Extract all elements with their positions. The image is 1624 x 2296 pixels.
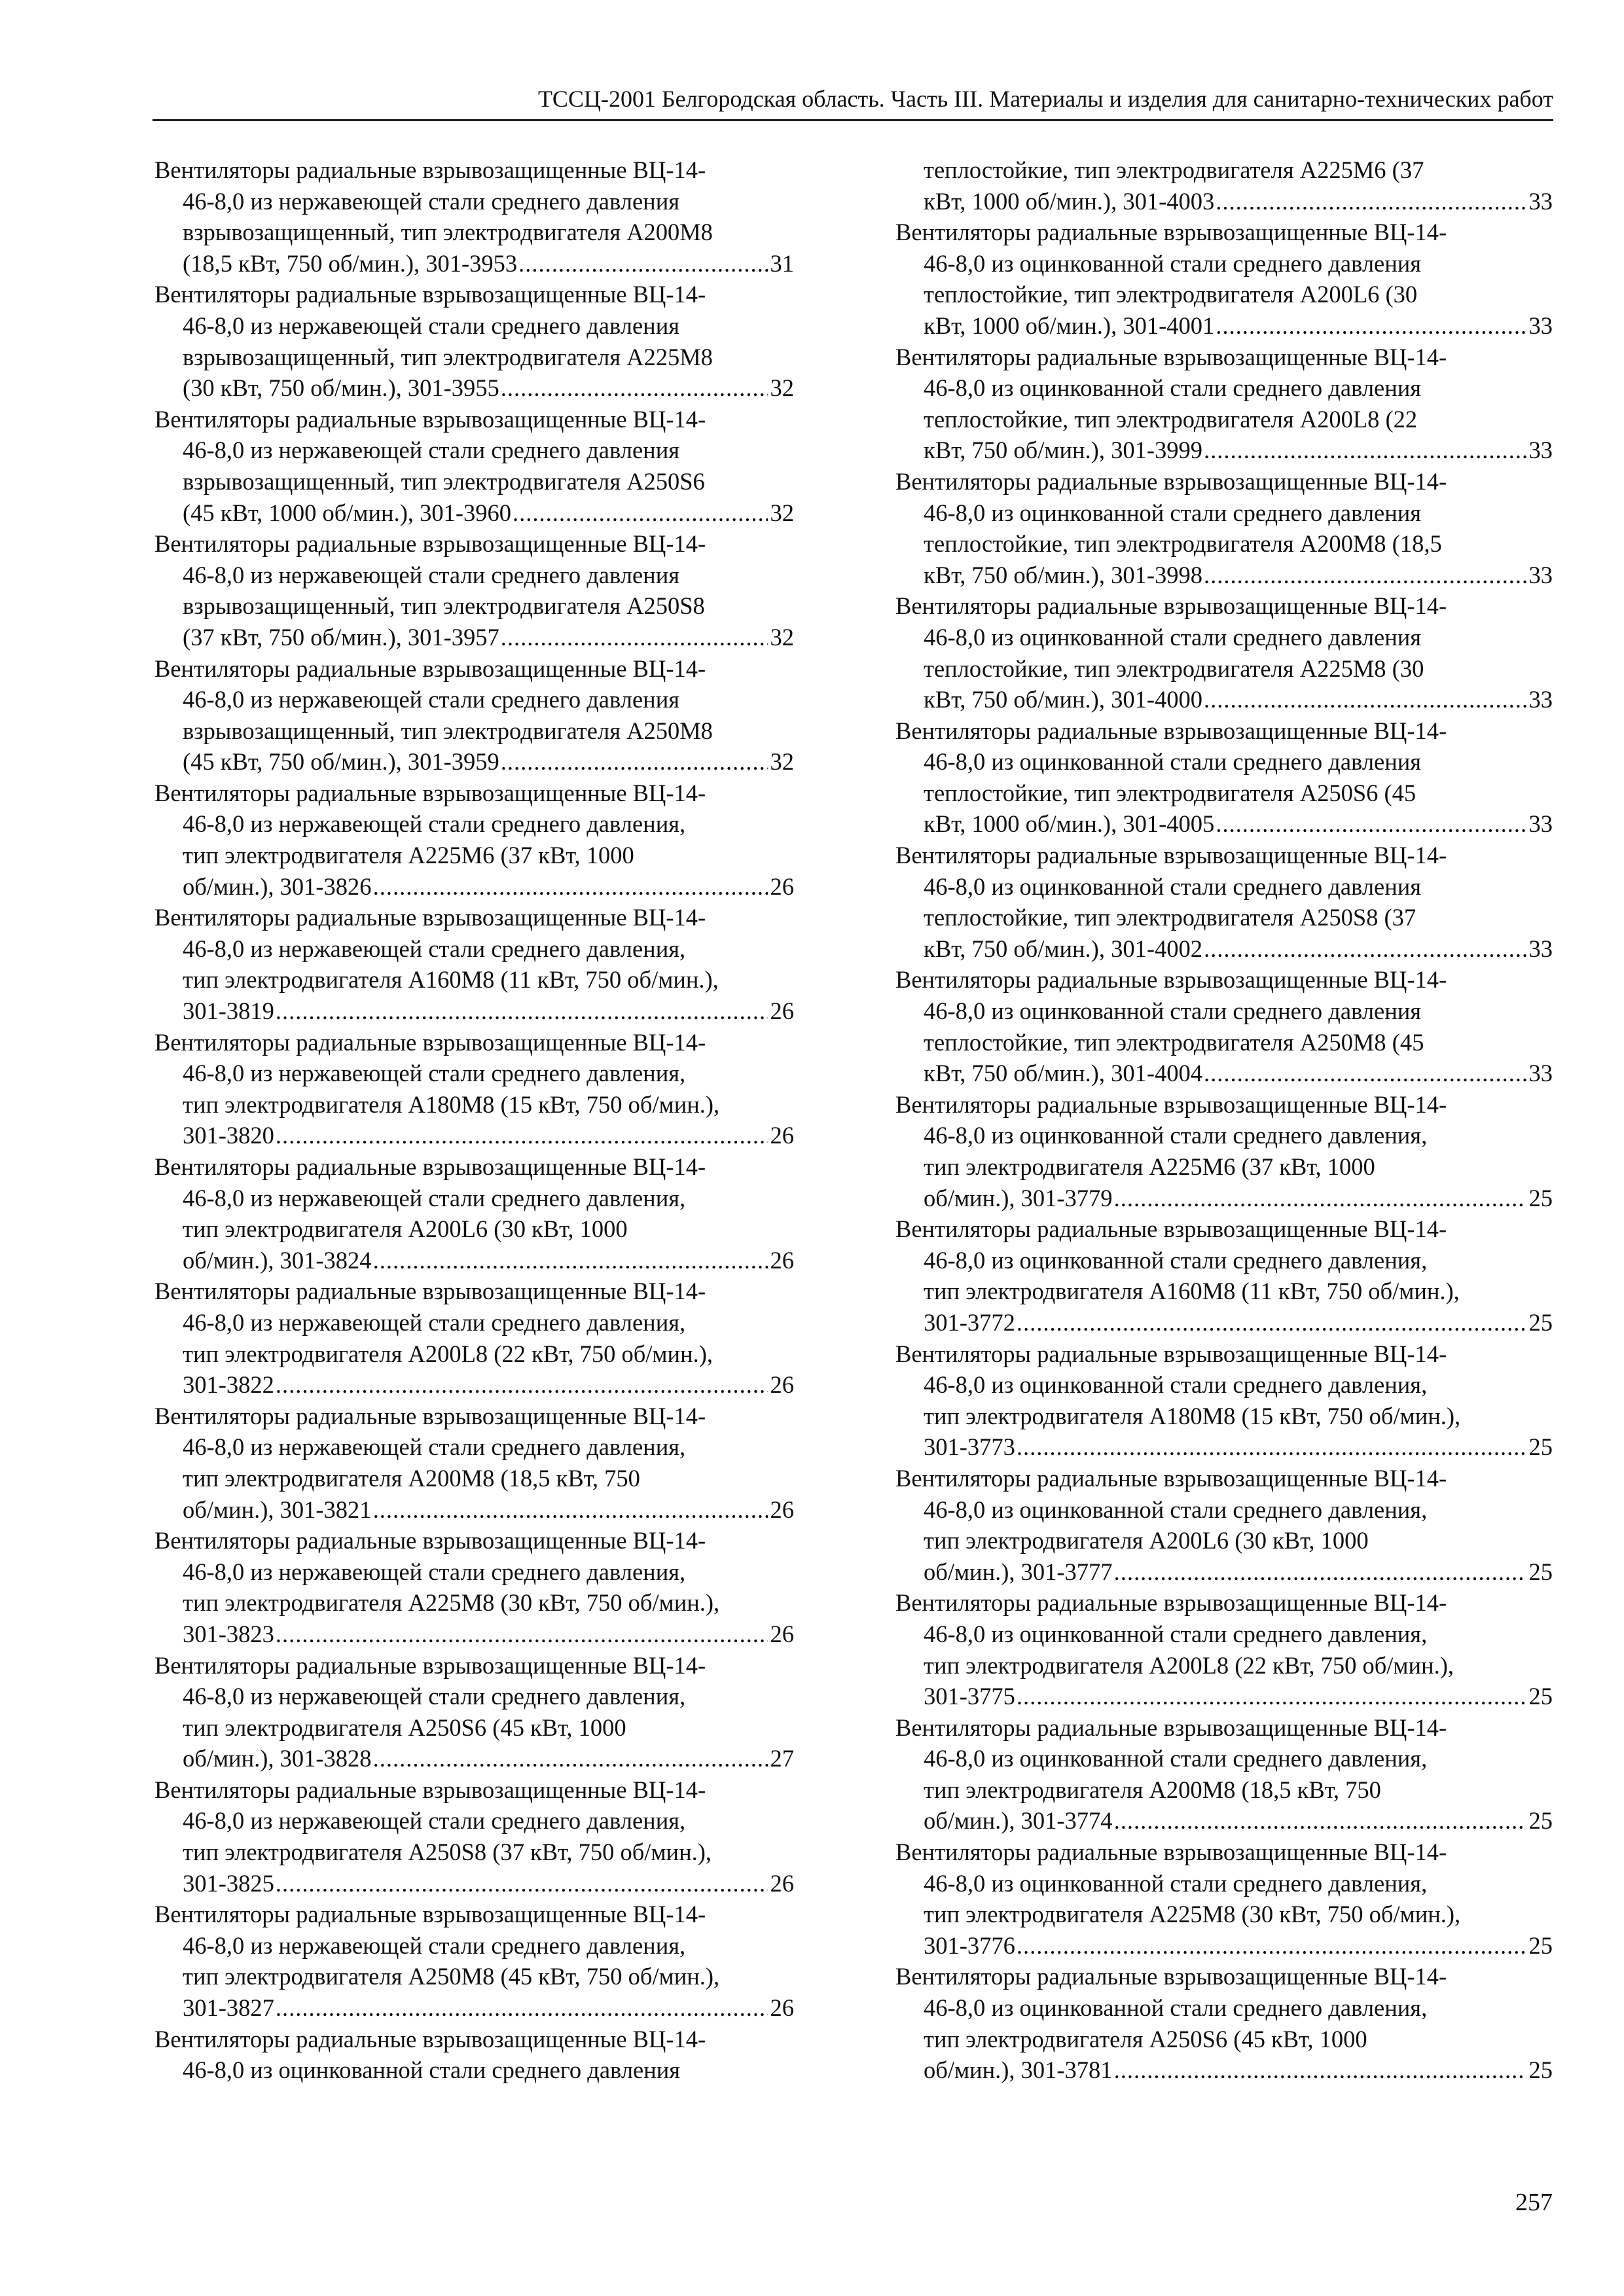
index-entry-page: 33 bbox=[1528, 312, 1553, 339]
index-entry-last-line bbox=[154, 1868, 794, 1899]
dot-leader bbox=[1114, 1556, 1526, 1588]
index-entry-text: кВт, 1000 об/мин.), 301-4001 bbox=[924, 312, 1215, 339]
dot-leader bbox=[373, 1245, 768, 1276]
dot-leader bbox=[1216, 310, 1526, 342]
index-entry-text: 46-8,0 из оцинкованной стали среднего давления, bbox=[924, 1869, 1428, 1897]
dot-leader bbox=[513, 497, 768, 529]
index-entry-page: 33 bbox=[1528, 686, 1553, 713]
index-entry bbox=[154, 778, 794, 902]
index-entry-text: 301-3827 bbox=[183, 1994, 274, 2022]
index-entry-last-line bbox=[895, 1431, 1553, 1463]
index-entry-text: Вентиляторы радиальные взрывозащищенные ВЦ-14- bbox=[895, 1090, 1447, 1118]
dot-leader bbox=[1204, 684, 1526, 715]
index-entry bbox=[895, 217, 1553, 341]
index-entry bbox=[154, 154, 794, 279]
dot-leader bbox=[1204, 1058, 1526, 1089]
dot-leader bbox=[276, 1868, 768, 1899]
index-entry-text: 46-8,0 из оцинкованной стали среднего давления bbox=[924, 623, 1422, 651]
index-entry-text: 46-8,0 из нержавеющей стали среднего давления, bbox=[183, 1683, 686, 1710]
index-entry-text: 46-8,0 из оцинкованной стали среднего давления bbox=[924, 249, 1422, 277]
index-entry-page: 26 bbox=[770, 1496, 794, 1523]
dot-leader bbox=[373, 871, 768, 903]
index-entry-page: 26 bbox=[770, 1869, 794, 1897]
dot-leader bbox=[276, 1120, 768, 1151]
index-entry-text: тип электродвигателя А250М8 (45 кВт, 750 об/мин.), bbox=[183, 1963, 720, 1990]
index-entry-last-line bbox=[895, 435, 1553, 466]
index-entry-text: 301-3772 bbox=[924, 1308, 1015, 1336]
index-entry-text: Вентиляторы радиальные взрывозащищенные ВЦ-14- bbox=[895, 717, 1447, 744]
index-entry-text: кВт, 750 об/мин.), 301-3999 bbox=[924, 437, 1202, 464]
index-entry-text: об/мин.), 301-3828 bbox=[183, 1745, 372, 1772]
index-entry bbox=[895, 590, 1553, 715]
index-entry-page: 26 bbox=[770, 1994, 794, 2022]
index-entry-text: тип электродвигателя А180М8 (15 кВт, 750 об/мин.), bbox=[183, 1090, 720, 1118]
index-entry-text: 46-8,0 из оцинкованной стали среднего давления, bbox=[924, 1620, 1428, 1647]
index-entry-text: Вентиляторы радиальные взрывозащищенные ВЦ-14- bbox=[895, 1340, 1447, 1367]
index-entry-text: 46-8,0 из оцинкованной стали среднего давления, bbox=[924, 1745, 1428, 1772]
index-entry bbox=[154, 404, 794, 528]
index-entry-text: Вентиляторы радиальные взрывозащищенные ВЦ-14- bbox=[154, 1901, 706, 1928]
index-entry-text: теплостойкие, тип электродвигателя А200L6 (30 bbox=[924, 281, 1418, 308]
index-entry-page: 26 bbox=[770, 1371, 794, 1399]
index-entry-last-line bbox=[154, 622, 794, 653]
index-entry-text: об/мин.), 301-3779 bbox=[924, 1184, 1113, 1211]
dot-leader bbox=[1017, 1431, 1526, 1463]
index-entry-text: 46-8,0 из нержавеющей стали среднего давления bbox=[183, 686, 680, 713]
index-entry-text: тип электродвигателя А225М8 (30 кВт, 750 об/мин.), bbox=[183, 1589, 720, 1617]
index-entry bbox=[154, 1650, 794, 1774]
index-entry-text: Вентиляторы радиальные взрывозащищенные ВЦ-14- bbox=[154, 1028, 706, 1056]
index-entry-text: Вентиляторы радиальные взрывозащищенные ВЦ-14- bbox=[895, 592, 1447, 620]
index-entry-last-line bbox=[895, 684, 1553, 715]
index-entry-text: тип электродвигателя А225М8 (30 кВт, 750 об/мин.), bbox=[924, 1901, 1461, 1928]
index-entry bbox=[895, 964, 1553, 1088]
index-entry-last-line bbox=[895, 808, 1553, 840]
index-entry-text: тип электродвигателя А250S6 (45 кВт, 1000 bbox=[924, 2025, 1367, 2053]
index-entry-text: 46-8,0 из нержавеющей стали среднего давления, bbox=[183, 1060, 686, 1087]
index-entry-text: 46-8,0 из оцинкованной стали среднего давления, bbox=[924, 1371, 1428, 1399]
index-entry-text: 46-8,0 из оцинкованной стали среднего давления, bbox=[924, 1994, 1428, 2022]
index-entry-text: кВт, 750 об/мин.), 301-4000 bbox=[924, 686, 1202, 713]
index-entry-text: Вентиляторы радиальные взрывозащищенные ВЦ-14- bbox=[895, 467, 1447, 495]
index-entry-page: 25 bbox=[1528, 2056, 1553, 2084]
index-entry bbox=[154, 528, 794, 653]
index-entry-text: Вентиляторы радиальные взрывозащищенные ВЦ-14- bbox=[895, 1589, 1447, 1617]
index-entry-text: Вентиляторы радиальные взрывозащищенные ВЦ-14- bbox=[154, 405, 706, 433]
index-entry-text: взрывозащищенный, тип электродвигателя А250S6 bbox=[183, 467, 705, 495]
index-entry bbox=[895, 342, 1553, 466]
index-entry bbox=[895, 1463, 1553, 1587]
index-entry-page: 25 bbox=[1528, 1807, 1553, 1835]
index-entry-text: об/мин.), 301-3821 bbox=[183, 1496, 372, 1523]
index-entry-text: Вентиляторы радиальные взрывозащищенные ВЦ-14- bbox=[895, 1963, 1447, 1990]
index-entry-text: тип электродвигателя А180М8 (15 кВт, 750 об/мин.), bbox=[924, 1402, 1461, 1429]
index-entry-text: 301-3775 bbox=[924, 1683, 1015, 1710]
index-entry-text: 46-8,0 из нержавеющей стали среднего давления bbox=[183, 312, 680, 339]
index-entry-text: (45 кВт, 750 об/мин.), 301-3959 bbox=[183, 748, 499, 776]
dot-leader bbox=[501, 372, 768, 404]
index-entry-text: 46-8,0 из нержавеющей стали среднего давления, bbox=[183, 1184, 686, 1211]
index-entry-last-line bbox=[895, 1058, 1553, 1089]
dot-leader bbox=[276, 1992, 768, 2024]
index-entry-text: 46-8,0 из нержавеющей стали среднего давления, bbox=[183, 1308, 686, 1336]
index-entry bbox=[895, 1338, 1553, 1463]
index-entry-text: 301-3776 bbox=[924, 1931, 1015, 1959]
index-entry-text: Вентиляторы радиальные взрывозащищенные ВЦ-14- bbox=[895, 1464, 1447, 1492]
index-entry bbox=[895, 715, 1553, 840]
index-entry-text: кВт, 750 об/мин.), 301-4002 bbox=[924, 935, 1202, 962]
dot-leader bbox=[1114, 1805, 1526, 1837]
dot-leader bbox=[501, 622, 768, 653]
index-entry-last-line bbox=[154, 1120, 794, 1151]
index-entry-last-line bbox=[895, 1556, 1553, 1588]
index-entry-text: об/мин.), 301-3774 bbox=[924, 1807, 1113, 1835]
index-entry-page: 32 bbox=[770, 748, 794, 776]
index-entry-last-line bbox=[895, 186, 1553, 217]
index-entry-text: Вентиляторы радиальные взрывозащищенные ВЦ-14- bbox=[154, 156, 706, 183]
page-number: 257 bbox=[1515, 2189, 1553, 2216]
index-entry-last-line bbox=[895, 933, 1553, 965]
index-entry-text: 46-8,0 из оцинкованной стали среднего давления bbox=[924, 872, 1422, 900]
index-entry-text: об/мин.), 301-3826 bbox=[183, 872, 372, 900]
index-entry-page: 33 bbox=[1528, 810, 1553, 838]
index-entry bbox=[895, 1089, 1553, 1213]
index-entry-text: Вентиляторы радиальные взрывозащищенные ВЦ-14- bbox=[154, 530, 706, 558]
header-title: ТССЦ-2001 Белгородская область. Часть III. Материалы и изделия для санитарно-технических работ bbox=[537, 86, 1553, 112]
dot-leader bbox=[501, 746, 768, 778]
index-entry-text: теплостойкие, тип электродвигателя А200L8 (22 bbox=[924, 405, 1418, 433]
index-entry bbox=[154, 653, 794, 778]
index-entry-last-line bbox=[154, 871, 794, 903]
index-entry-text: кВт, 1000 об/мин.), 301-4003 bbox=[924, 187, 1215, 215]
index-entry-text: взрывозащищенный, тип электродвигателя А250S8 bbox=[183, 592, 705, 620]
index-entry-text: тип электродвигателя А225М6 (37 кВт, 1000 bbox=[924, 1153, 1375, 1180]
index-entry bbox=[154, 1027, 794, 1151]
index-entry-page: 32 bbox=[770, 623, 794, 651]
index-entry-page: 26 bbox=[770, 872, 794, 900]
index-entry-text: Вентиляторы радиальные взрывозащищенные ВЦ-14- bbox=[895, 343, 1447, 370]
index-entry bbox=[154, 1151, 794, 1276]
dot-leader bbox=[373, 1743, 768, 1774]
index-entry-text: 46-8,0 из оцинкованной стали среднего давления bbox=[924, 997, 1422, 1025]
index-entry-text: (45 кВт, 1000 об/мин.), 301-3960 bbox=[183, 499, 511, 526]
index-entry bbox=[154, 1401, 794, 1525]
index-entry bbox=[895, 1837, 1553, 1961]
index-entry-page: 25 bbox=[1528, 1433, 1553, 1461]
index-entry-page: 32 bbox=[770, 499, 794, 526]
index-entry-text: 46-8,0 из оцинкованной стали среднего давления, bbox=[924, 1246, 1428, 1274]
index-entry-text: 301-3825 bbox=[183, 1869, 274, 1897]
index-entry-text: Вентиляторы радиальные взрывозащищенные ВЦ-14- bbox=[154, 655, 706, 682]
index-entry-text: теплостойкие, тип электродвигателя А200М8 (18,5 bbox=[924, 530, 1442, 558]
running-header bbox=[153, 79, 1553, 121]
index-entry-text: Вентиляторы радиальные взрывозащищенные ВЦ-14- bbox=[154, 1278, 706, 1305]
index-entry-last-line bbox=[895, 2054, 1553, 2086]
index-entry-last-line bbox=[895, 1183, 1553, 1214]
dot-leader bbox=[1017, 1681, 1526, 1712]
index-entry-page: 25 bbox=[1528, 1558, 1553, 1585]
index-entry bbox=[895, 1712, 1553, 1837]
index-entry-text: Вентиляторы радиальные взрывозащищенные ВЦ-14- bbox=[895, 219, 1447, 246]
index-entry-text: тип электродвигателя А200L6 (30 кВт, 1000 bbox=[183, 1215, 628, 1243]
index-entry-text: Вентиляторы радиальные взрывозащищенные ВЦ-14- bbox=[895, 1215, 1447, 1243]
index-entry-text: 46-8,0 из нержавеющей стали среднего давления, bbox=[183, 1931, 686, 1959]
index-entry-text: тип электродвигателя А250S8 (37 кВт, 750 об/мин.), bbox=[183, 1839, 712, 1866]
index-entry bbox=[154, 2024, 794, 2086]
index-entry bbox=[895, 1213, 1553, 1338]
index-entry-text: теплостойкие, тип электродвигателя А250S8 (37 bbox=[924, 904, 1416, 931]
dot-leader bbox=[1017, 1930, 1526, 1962]
index-entry-last-line bbox=[895, 310, 1553, 342]
index-entry-page: 25 bbox=[1528, 1184, 1553, 1211]
index-entry bbox=[154, 1899, 794, 2023]
index-entry-text: Вентиляторы радиальные взрывозащищенные ВЦ-14- bbox=[895, 842, 1447, 869]
index-entry-text: тип электродвигателя А200М8 (18,5 кВт, 750 bbox=[924, 1776, 1381, 1803]
index-entry-text: теплостойкие, тип электродвигателя А250S6 (45 bbox=[924, 779, 1416, 806]
index-entry-text: тип электродвигателя А250S6 (45 кВт, 1000 bbox=[183, 1713, 626, 1741]
index-entry-text: Вентиляторы радиальные взрывозащищенные ВЦ-14- bbox=[154, 779, 706, 806]
index-entry-text: кВт, 750 об/мин.), 301-3998 bbox=[924, 561, 1202, 588]
index-entry-text: тип электродвигателя А160М8 (11 кВт, 750 об/мин.), bbox=[183, 966, 719, 994]
index-entry-text: об/мин.), 301-3824 bbox=[183, 1246, 372, 1274]
index-entry-text: 46-8,0 из оцинкованной стали среднего давления bbox=[924, 374, 1422, 402]
index-entry-page: 26 bbox=[770, 1246, 794, 1274]
index-entry bbox=[895, 154, 1553, 217]
index-entry-text: об/мин.), 301-3777 bbox=[924, 1558, 1113, 1585]
index-entry-text: Вентиляторы радиальные взрывозащищенные ВЦ-14- bbox=[154, 904, 706, 931]
index-entry-text: 301-3773 bbox=[924, 1433, 1015, 1461]
index-entry-last-line bbox=[154, 996, 794, 1027]
index-entry-text: (30 кВт, 750 об/мин.), 301-3955 bbox=[183, 374, 499, 402]
index-entry-text: 46-8,0 из нержавеющей стали среднего давления bbox=[183, 187, 680, 215]
index-entry-text: 301-3823 bbox=[183, 1620, 274, 1647]
index-entry-text: тип электродвигателя А200L8 (22 кВт, 750 об/мин.), bbox=[183, 1340, 713, 1367]
dot-leader bbox=[1216, 186, 1526, 217]
index-entry-text: Вентиляторы радиальные взрывозащищенные ВЦ-14- bbox=[895, 1839, 1447, 1866]
index-entry-text: Вентиляторы радиальные взрывозащищенные ВЦ-14- bbox=[154, 2025, 706, 2053]
index-entry-text: Вентиляторы радиальные взрывозащищенные ВЦ-14- bbox=[154, 281, 706, 308]
index-entry-text: об/мин.), 301-3781 bbox=[924, 2056, 1113, 2084]
index-entry bbox=[895, 1961, 1553, 2085]
index-entry-page: 31 bbox=[770, 249, 794, 277]
index-entry-text: Вентиляторы радиальные взрывозащищенные ВЦ-14- bbox=[895, 1713, 1447, 1741]
index-entry-text: Вентиляторы радиальные взрывозащищенные ВЦ-14- bbox=[895, 966, 1447, 994]
index-entry-text: 46-8,0 из нержавеющей стали среднего давления, bbox=[183, 1807, 686, 1835]
index-entry-last-line bbox=[895, 1930, 1553, 1962]
index-entry-text: 301-3819 bbox=[183, 997, 274, 1025]
index-entry-text: 46-8,0 из оцинкованной стали среднего давления bbox=[924, 748, 1422, 776]
index-entry-text: тип электродвигателя А200L8 (22 кВт, 750 об/мин.), bbox=[924, 1651, 1454, 1679]
index-entry-text: Вентиляторы радиальные взрывозащищенные ВЦ-14- bbox=[154, 1776, 706, 1803]
dot-leader bbox=[1114, 1183, 1526, 1214]
dot-leader bbox=[1114, 2054, 1526, 2086]
index-entry-text: 46-8,0 из нержавеющей стали среднего давления bbox=[183, 437, 680, 464]
index-entry-last-line bbox=[154, 1245, 794, 1276]
index-entry-text: (37 кВт, 750 об/мин.), 301-3957 bbox=[183, 623, 499, 651]
index-entry-text: 46-8,0 из оцинкованной стали среднего давления bbox=[183, 2056, 681, 2084]
dot-leader bbox=[276, 996, 768, 1027]
index-entry-last-line bbox=[895, 560, 1553, 591]
index-entry-text: 46-8,0 из нержавеющей стали среднего давления bbox=[183, 561, 680, 588]
index-entry-text: Вентиляторы радиальные взрывозащищенные ВЦ-14- bbox=[154, 1527, 706, 1554]
index-entry-last-line bbox=[895, 1805, 1553, 1837]
index-entry-page: 27 bbox=[770, 1745, 794, 1772]
index-entry-last-line bbox=[154, 1369, 794, 1401]
index-entry-text: (18,5 кВт, 750 об/мин.), 301-3953 bbox=[183, 249, 518, 277]
index-entry-text: 46-8,0 из нержавеющей стали среднего давления, bbox=[183, 1558, 686, 1585]
index-entry-text: тип электродвигателя А160М8 (11 кВт, 750 об/мин.), bbox=[924, 1278, 1460, 1305]
index-entry-text: тип электродвигателя А225М6 (37 кВт, 1000 bbox=[183, 842, 634, 869]
index-entry-last-line bbox=[154, 372, 794, 404]
dot-leader bbox=[373, 1494, 768, 1526]
dot-leader bbox=[1204, 560, 1526, 591]
index-entry-last-line bbox=[154, 1619, 794, 1650]
index-entry-page: 32 bbox=[770, 374, 794, 402]
dot-leader bbox=[518, 248, 767, 279]
index-entry-text: кВт, 750 об/мин.), 301-4004 bbox=[924, 1060, 1202, 1087]
index-entry-text: теплостойкие, тип электродвигателя А225М8 (30 bbox=[924, 655, 1424, 682]
index-entry-text: 301-3820 bbox=[183, 1122, 274, 1149]
index-entry-page: 25 bbox=[1528, 1931, 1553, 1959]
index-entry-text: тип электродвигателя А200М8 (18,5 кВт, 750 bbox=[183, 1464, 640, 1492]
index-entry-last-line bbox=[154, 746, 794, 778]
index-entry-text: Вентиляторы радиальные взрывозащищенные ВЦ-14- bbox=[154, 1402, 706, 1429]
index-column-right bbox=[895, 154, 1553, 2086]
index-entry-last-line bbox=[154, 1494, 794, 1526]
dot-leader bbox=[1204, 933, 1526, 965]
dot-leader bbox=[1204, 435, 1526, 466]
index-entry-last-line bbox=[154, 497, 794, 529]
index-entry-text: взрывозащищенный, тип электродвигателя А250М8 bbox=[183, 717, 713, 744]
index-entry bbox=[154, 902, 794, 1026]
index-entry bbox=[895, 1587, 1553, 1712]
index-entry-text: 46-8,0 из нержавеющей стали среднего давления, bbox=[183, 1433, 686, 1461]
index-entry-text: теплостойкие, тип электродвигателя А250М8 (45 bbox=[924, 1028, 1424, 1056]
index-entry-page: 33 bbox=[1528, 1060, 1553, 1087]
index-entry-last-line bbox=[154, 248, 794, 279]
index-entry-text: тип электродвигателя А200L6 (30 кВт, 1000 bbox=[924, 1527, 1369, 1554]
index-entry-last-line bbox=[154, 1743, 794, 1774]
index-entry-page: 25 bbox=[1528, 1308, 1553, 1336]
index-entry bbox=[154, 1276, 794, 1400]
dot-leader bbox=[276, 1369, 768, 1401]
index-entry-text: взрывозащищенный, тип электродвигателя А200М8 bbox=[183, 219, 713, 246]
index-entry-page: 26 bbox=[770, 997, 794, 1025]
index-entry-text: взрывозащищенный, тип электродвигателя А225М8 bbox=[183, 343, 713, 370]
index-entry-page: 26 bbox=[770, 1620, 794, 1647]
index-entry bbox=[895, 840, 1553, 964]
index-entry-text: 46-8,0 из нержавеющей стали среднего давления, bbox=[183, 935, 686, 962]
index-entry-text: 46-8,0 из оцинкованной стали среднего давления, bbox=[924, 1496, 1428, 1523]
index-entry-last-line bbox=[154, 1992, 794, 2024]
index-column-left bbox=[154, 154, 794, 2086]
index-entry-last-line bbox=[895, 1681, 1553, 1712]
dot-leader bbox=[1017, 1307, 1526, 1338]
index-entry-page: 26 bbox=[770, 1122, 794, 1149]
index-entry-last-line bbox=[895, 1307, 1553, 1338]
index-entry-text: Вентиляторы радиальные взрывозащищенные ВЦ-14- bbox=[154, 1651, 706, 1679]
index-entry-text: 46-8,0 из нержавеющей стали среднего давления, bbox=[183, 810, 686, 838]
index-entry-page: 33 bbox=[1528, 187, 1553, 215]
index-entry-text: 46-8,0 из оцинкованной стали среднего давления, bbox=[924, 1122, 1428, 1149]
index-entry-text: Вентиляторы радиальные взрывозащищенные ВЦ-14- bbox=[154, 1153, 706, 1180]
index-entry-page: 25 bbox=[1528, 1683, 1553, 1710]
index-entry bbox=[154, 1774, 794, 1899]
index-entry bbox=[154, 1525, 794, 1649]
index-entry-text: 301-3822 bbox=[183, 1371, 274, 1399]
index-entry-page: 33 bbox=[1528, 935, 1553, 962]
index-entry-text: 46-8,0 из оцинкованной стали среднего давления bbox=[924, 499, 1422, 526]
index-entry-page: 33 bbox=[1528, 561, 1553, 588]
index-entry bbox=[895, 466, 1553, 590]
dot-leader bbox=[1216, 808, 1526, 840]
index-entry-page: 33 bbox=[1528, 437, 1553, 464]
index-entry bbox=[154, 279, 794, 403]
dot-leader bbox=[276, 1619, 768, 1650]
index-entry-text: кВт, 1000 об/мин.), 301-4005 bbox=[924, 810, 1215, 838]
index-entry-text: теплостойкие, тип электродвигателя А225М6 (37 bbox=[924, 156, 1424, 183]
